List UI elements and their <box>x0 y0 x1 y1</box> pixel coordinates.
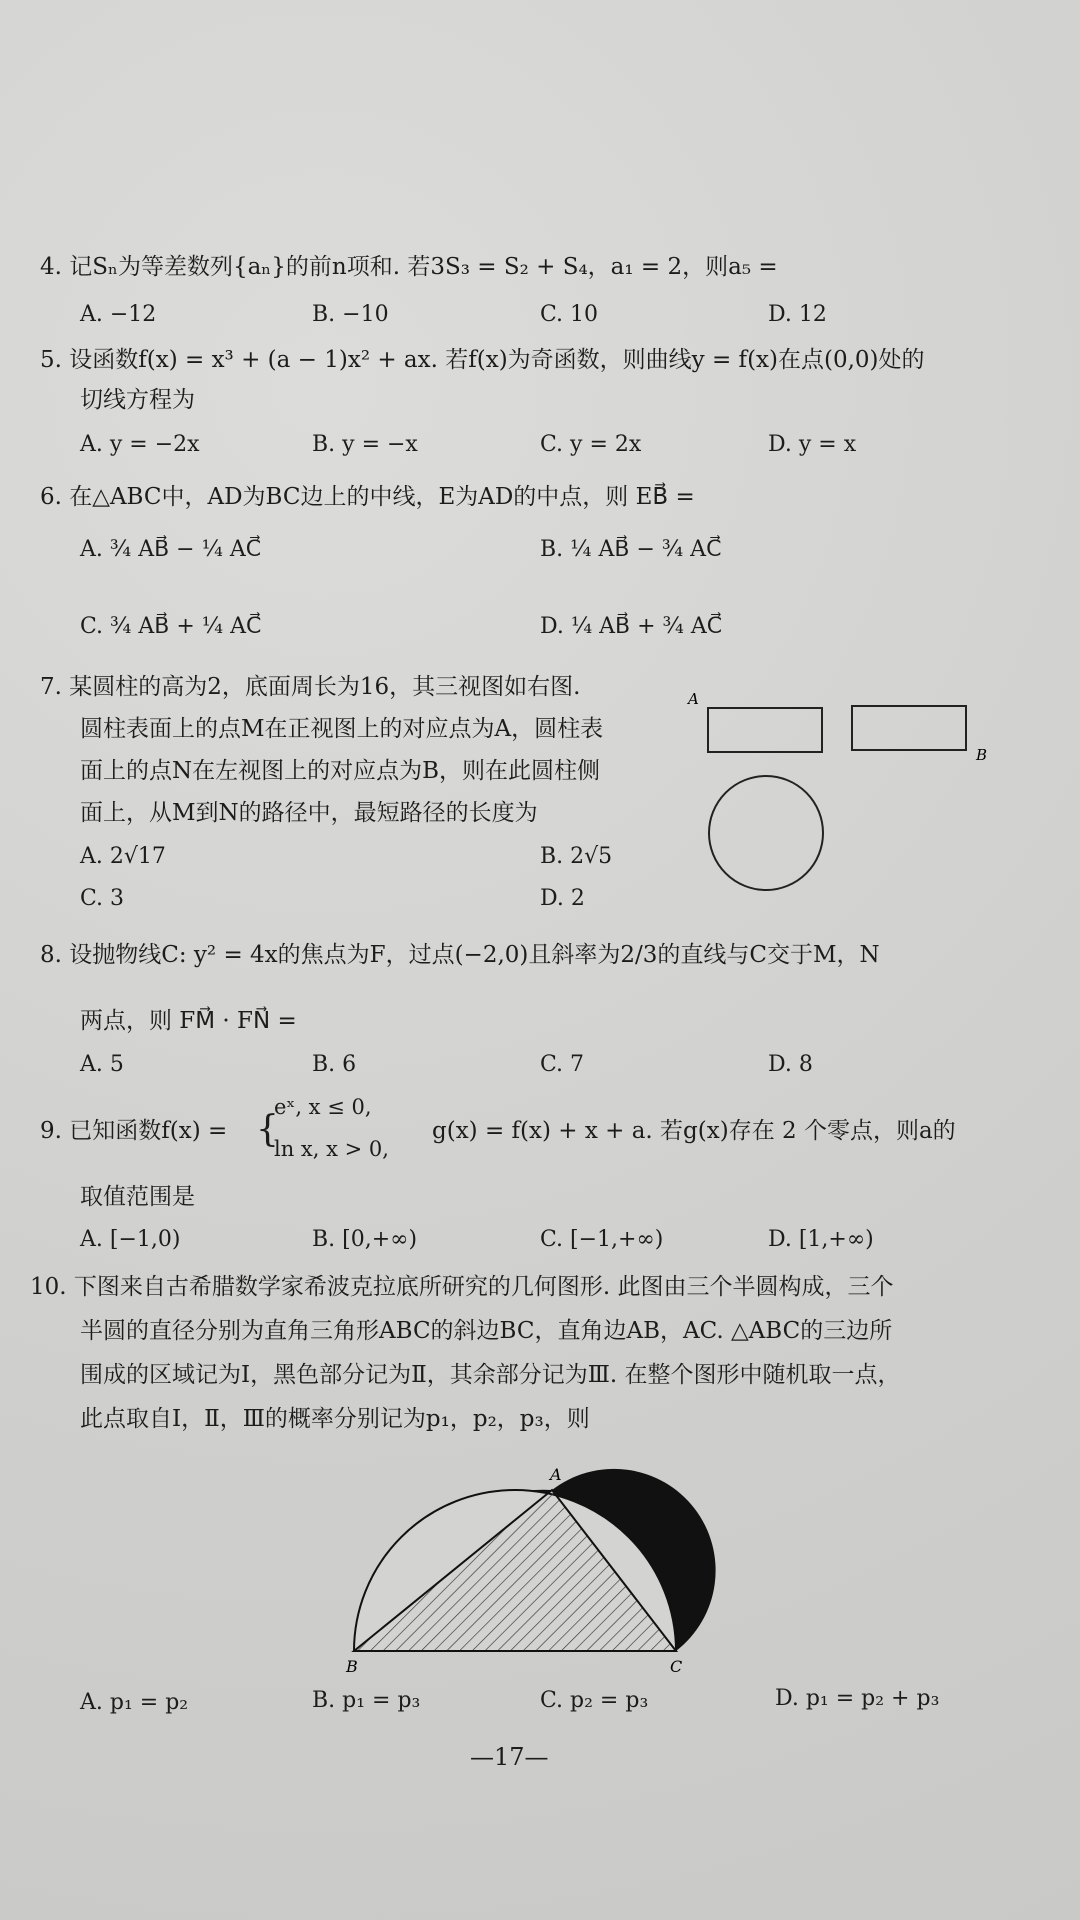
vertex-a-label: A <box>550 1465 562 1484</box>
q5-stem-line2: 切线方程为 <box>80 387 195 413</box>
q4-option-c: C. 10 <box>540 302 599 327</box>
front-view-rect <box>708 708 822 752</box>
q9-case2: ln x, x > 0, <box>274 1137 389 1161</box>
top-view-circle <box>709 776 823 890</box>
q8-line2: 两点，则 FM⃗ · FN⃗ = <box>80 1008 297 1034</box>
q7-line1: 7. 某圆柱的高为2，底面周长为16，其三视图如右图. <box>40 674 581 700</box>
q7-line2: 圆柱表面上的点M在正视图上的对应点为A，圆柱表 <box>80 716 604 742</box>
q7-line4: 面上，从M到N的路径中，最短路径的长度为 <box>80 800 538 826</box>
q6-option-b: B. ¼ AB⃗ − ¾ AC⃗ <box>540 537 722 562</box>
q9-line1-post: g(x) = f(x) + x + a. 若g(x)存在 2 个零点，则a的 <box>432 1118 956 1144</box>
q5-option-c: C. y = 2x <box>540 432 642 457</box>
q6-option-c: C. ¾ AB⃗ + ¼ AC⃗ <box>80 614 262 639</box>
q10-line4: 此点取自Ⅰ，Ⅱ，Ⅲ的概率分别记为p₁，p₂，p₃，则 <box>80 1406 590 1432</box>
q10-line2: 半圆的直径分别为直角三角形ABC的斜边BC，直角边AB，AC. △ABC的三边所 <box>80 1318 893 1344</box>
q9-case1: eˣ, x ≤ 0, <box>274 1095 372 1119</box>
q9-line2: 取值范围是 <box>80 1184 195 1210</box>
q4-option-a: A. −12 <box>80 302 157 327</box>
q6-stem: 6. 在△ABC中，AD为BC边上的中线，E为AD的中点，则 EB⃗ = <box>40 484 695 510</box>
q8-line1: 8. 设抛物线C: y² = 4x的焦点为F，过点(−2,0)且斜率为2/3的直线与C交于M，N <box>40 942 880 968</box>
q10-line3: 围成的区域记为Ⅰ，黑色部分记为Ⅱ，其余部分记为Ⅲ. 在整个图形中随机取一点， <box>80 1362 901 1388</box>
point-a-label: A <box>688 690 699 708</box>
q10-option-a: A. p₁ = p₂ <box>80 1690 189 1715</box>
hippocrates-lune-figure <box>300 1428 740 1678</box>
q7-option-a: A. 2√17 <box>80 844 166 869</box>
q9-option-d: D. [1,+∞) <box>768 1227 874 1252</box>
q7-line3: 面上的点N在左视图上的对应点为B，则在此圆柱侧 <box>80 758 601 784</box>
q10-option-d: D. p₁ = p₂ + p₃ <box>775 1686 940 1711</box>
q7-option-b: B. 2√5 <box>540 844 613 869</box>
q10-option-b: B. p₁ = p₃ <box>312 1688 421 1713</box>
q9-brace: { <box>256 1109 279 1150</box>
q6-option-d: D. ¼ AB⃗ + ¾ AC⃗ <box>540 614 723 639</box>
q8-option-a: A. 5 <box>80 1052 124 1077</box>
three-view-figure <box>680 690 1010 910</box>
point-b-label: B <box>976 746 988 764</box>
q4-option-d: D. 12 <box>768 302 827 327</box>
q8-option-b: B. 6 <box>312 1052 357 1077</box>
q4-option-b: B. −10 <box>312 302 389 327</box>
page-number: —17— <box>470 1743 549 1771</box>
q9-option-c: C. [−1,+∞) <box>540 1227 664 1252</box>
q5-option-a: A. y = −2x <box>80 432 200 457</box>
q8-option-d: D. 8 <box>768 1052 813 1077</box>
side-view-rect <box>852 706 966 750</box>
q9-option-a: A. [−1,0) <box>80 1227 181 1252</box>
q5-stem-line1: 5. 设函数f(x) = x³ + (a − 1)x² + ax. 若f(x)为奇函数，则曲线y = f(x)在点(0,0)处的 <box>40 347 925 373</box>
q5-option-b: B. y = −x <box>312 432 418 457</box>
vertex-c-label: C <box>670 1657 683 1676</box>
vertex-b-label: B <box>346 1657 358 1676</box>
q7-option-d: D. 2 <box>540 886 585 911</box>
q9-line1-pre: 9. 已知函数f(x) = <box>40 1118 228 1144</box>
q6-option-a: A. ¾ AB⃗ − ¼ AC⃗ <box>80 537 262 562</box>
q10-option-c: C. p₂ = p₃ <box>540 1688 649 1713</box>
q8-option-c: C. 7 <box>540 1052 585 1077</box>
q9-option-b: B. [0,+∞) <box>312 1227 418 1252</box>
q7-option-c: C. 3 <box>80 886 125 911</box>
q4-stem: 4. 记Sₙ为等差数列{aₙ}的前n项和. 若3S₃ = S₂ + S₄，a₁ = 2，则a₅ = <box>40 254 778 280</box>
q5-option-d: D. y = x <box>768 432 857 457</box>
q10-line1: 10. 下图来自古希腊数学家希波克拉底所研究的几何图形. 此图由三个半圆构成，三个 <box>30 1274 894 1300</box>
